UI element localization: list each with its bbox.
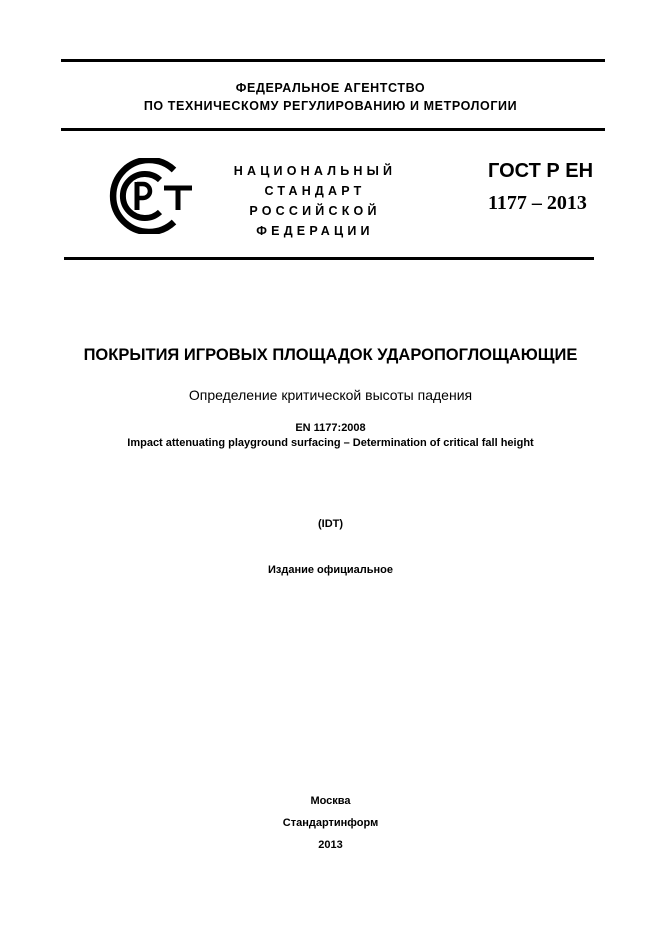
en-title: Impact attenuating playground surfacing – Determination of critical fall height bbox=[127, 437, 534, 449]
agency-name-line1: ФЕДЕРАЛЬНОЕ АГЕНТСТВО bbox=[235, 81, 426, 95]
standard-type-line4: ФЕДЕРАЦИИ bbox=[256, 224, 374, 238]
section-rule bbox=[64, 257, 594, 260]
imprint-publisher: Стандартинформ bbox=[282, 817, 379, 829]
equivalence-marker: (IDT) bbox=[317, 518, 344, 530]
agency-name-line2: ПО ТЕХНИЧЕСКОМУ РЕГУЛИРОВАНИЮ И МЕТРОЛОГИИ bbox=[143, 99, 518, 113]
document-title: ПОКРЫТИЯ ИГРОВЫХ ПЛОЩАДОК УДАРОПОГЛОЩАЮЩИЕ bbox=[83, 346, 578, 364]
top-rule bbox=[61, 59, 605, 62]
imprint-city: Москва bbox=[310, 795, 351, 807]
document-subtitle: Определение критической высоты падения bbox=[188, 387, 473, 403]
standard-type-line1: НАЦИОНАЛЬНЫЙ bbox=[233, 164, 397, 178]
edition-label: Издание официальное bbox=[267, 564, 394, 576]
header-rule bbox=[61, 128, 605, 131]
imprint-year: 2013 bbox=[318, 839, 343, 851]
en-reference: EN 1177:2008 bbox=[295, 422, 366, 434]
rst-certification-mark-icon bbox=[98, 158, 194, 234]
standard-type-line2: СТАНДАРТ bbox=[264, 184, 366, 198]
standard-type-line3: РОССИЙСКОЙ bbox=[249, 204, 381, 218]
standard-number: 1177 – 2013 bbox=[488, 192, 587, 214]
standard-code: ГОСТ Р ЕН bbox=[488, 160, 594, 182]
